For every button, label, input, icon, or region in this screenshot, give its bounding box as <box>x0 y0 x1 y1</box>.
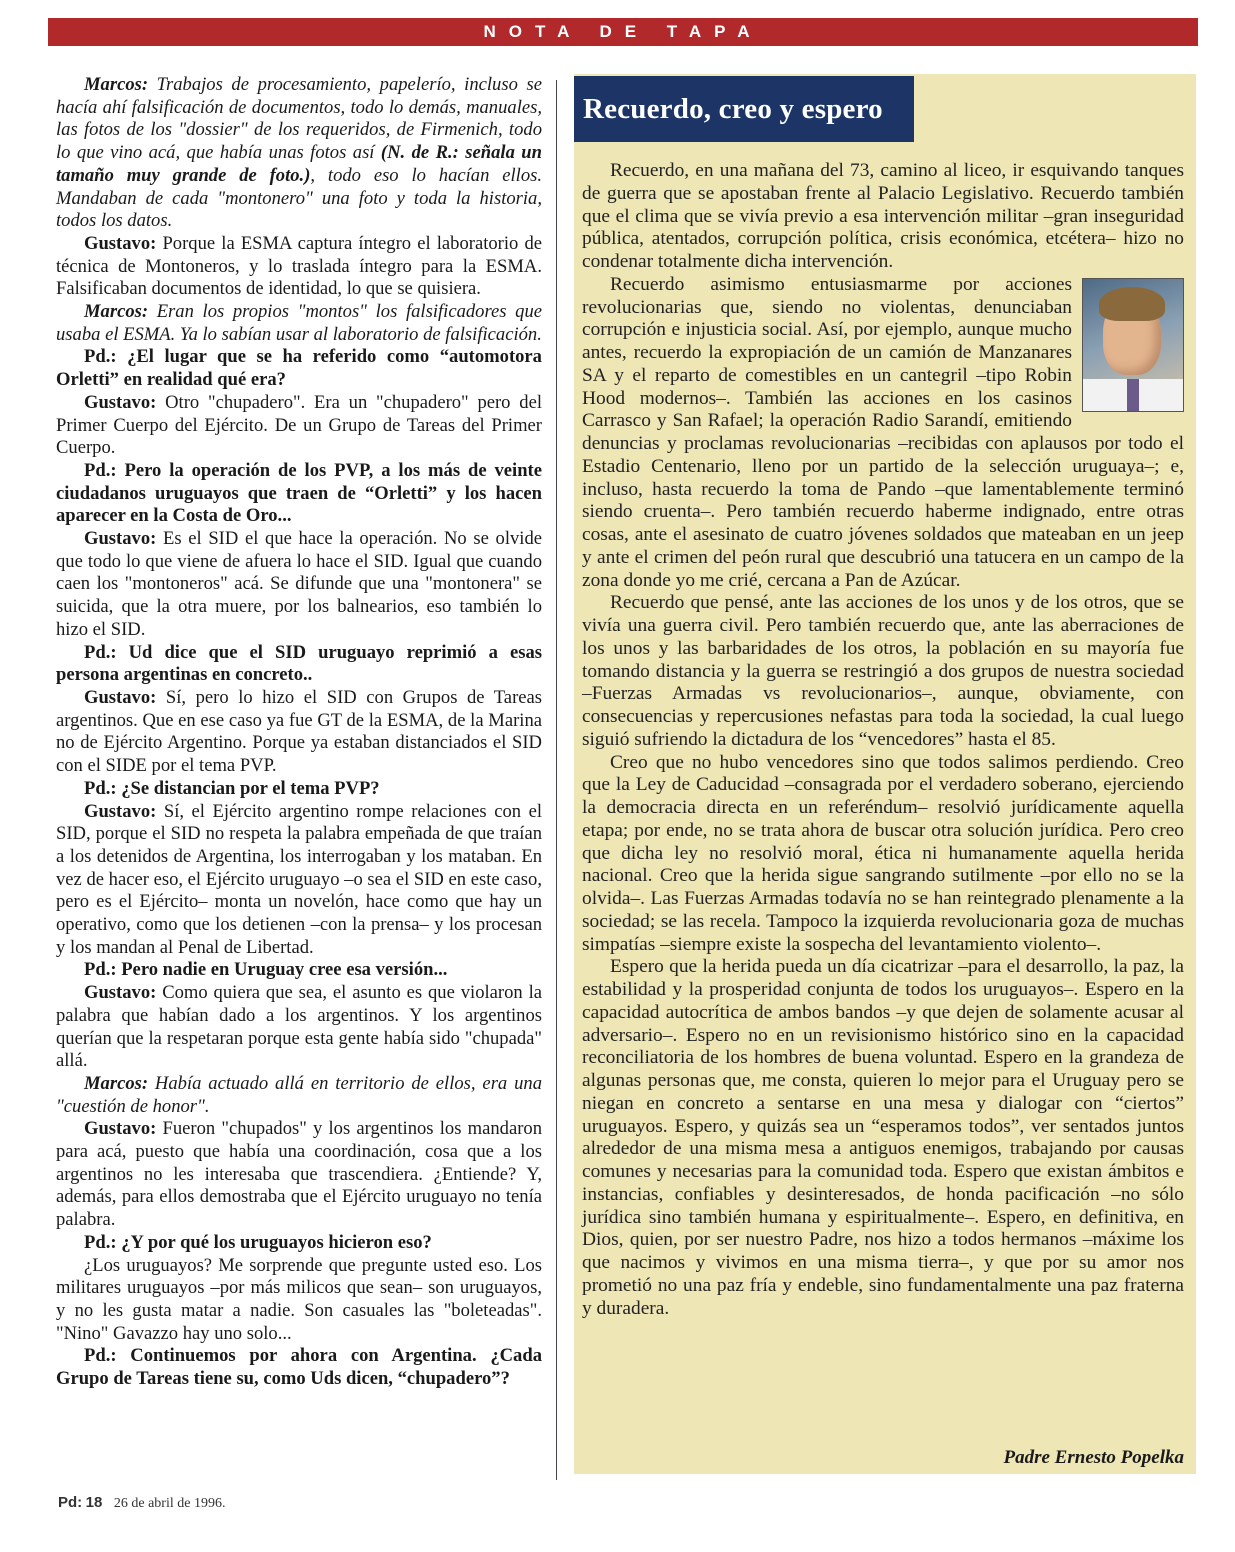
sidebar-title-text: Recuerdo, creo y espero <box>583 92 883 125</box>
speaker-label: Pd.: <box>84 1345 117 1367</box>
interview-paragraph <box>56 528 542 642</box>
paragraph-text: Ud dice que el SID uruguayo reprimió a esas persona argentinas en concreto.. <box>56 641 542 686</box>
sidebar-paragraph: Recuerdo asimismo entusiasmarme por acciones revolucionarias que, siendo no violentas, denunciaban corrupción e injusticia social. Así, por ejemplo, aunque mucho antes, recuerdo la expropiación de un camión de Manzanares SA y el reparto de comestibles en un cantegril –tipo Robin Hood modernos–. También las acciones en los casinos Carrasco y San Rafael; la operación Radio Sarandí, emitiendo denuncias y proclamas revolucionarias –recibidas con aplausos por todo el Estadio Centenario, lleno por un partido de la selección uruguaya–; e, incluso, hasta recuerdo la toma de Pando –que lamentablemente terminó siendo cruenta–. Pero también recuerdo haberme indignado, entre otras cosas, ante el asesinato de cuatro jóvenes soldados que mateaban en un jeep y ante el crimen del peón rural que descubrió una tatucera en un campo de la zona donde yo me crié, cercana a Pan de Azúcar. <box>582 273 1184 591</box>
photo-hair <box>1099 287 1165 321</box>
interview-question <box>56 346 542 391</box>
section-title: NOTA DE TAPA <box>483 22 763 41</box>
paragraph-text: Eran los propios "montos" los falsificadores que usaba el ESMA. Ya lo sabían usar al laboratorio de falsificación. <box>56 301 542 345</box>
interview-column <box>56 74 542 1391</box>
paragraph-text: Como quiera que sea, el asunto es que violaron la palabra que habían dado a los argentinos. Y los argentinos querían que la respetaran porque esta gente había sido "chupada" allá. <box>56 982 542 1072</box>
paragraph-text: Había actuado allá en territorio de ellos, era una "cuestión de honor". <box>56 1072 542 1117</box>
column-divider <box>556 80 557 1480</box>
paragraph-text: Trabajos de procesamiento, papelerío, incluso se hacía ahí falsificación de documentos, todo lo demás, manuales, las fotos de los "dossier" de los requeridos, de Firmenich, todo lo que vino acá, que había unas fotos así <box>56 74 542 164</box>
interview-question <box>56 1232 542 1255</box>
speaker-label: Marcos: <box>84 301 149 323</box>
author-signature: Padre Ernesto Popelka <box>1003 1447 1184 1468</box>
magazine-logo: Pd: <box>58 1494 83 1511</box>
issue-date: 26 de abril de 1996. <box>113 1496 226 1511</box>
interview-paragraph <box>56 301 542 346</box>
interview-paragraph <box>56 1073 542 1118</box>
speaker-label: Gustavo: <box>84 982 157 1004</box>
paragraph-text: ¿El lugar que se ha referido como “automotora Orletti” en realidad qué era? <box>56 346 542 391</box>
sidebar-body <box>582 160 1184 1320</box>
sidebar-paragraph: Recuerdo, en una mañana del 73, camino al liceo, ir esquivando tanques de guerra que se apostaban frente al Palacio Legislativo. Recuerdo también que el clima que se vivía previo a esa intervención militar –gran inseguridad pública, atentados, corrupción política, crisis económica, etcétera– hizo no condenar totalmente dicha intervención. <box>582 160 1184 272</box>
speaker-label: Pd.: <box>84 459 117 481</box>
interview-question <box>56 642 542 687</box>
editor-note: (N. de R.: señala un tamaño muy grande de foto.) <box>56 142 542 186</box>
speaker-label: Gustavo: <box>84 1118 157 1140</box>
interview-paragraph <box>56 233 542 301</box>
interview-paragraph <box>56 982 542 1073</box>
interview-paragraph <box>56 687 542 778</box>
interview-question <box>56 778 542 801</box>
paragraph-text: ¿Se distancian por el tema PVP? <box>121 777 380 799</box>
paragraph-text: Pero la operación de los PVP, a los más de veinte ciudadanos uruguayos que traen de “Orletti” y los hacen aparecer en la Costa de Oro... <box>56 459 542 527</box>
speaker-label: Gustavo: <box>84 686 157 708</box>
author-photo <box>1082 278 1184 412</box>
speaker-label: Pd.: <box>84 959 117 981</box>
interview-paragraph <box>56 1118 542 1232</box>
paragraph-text: Continuemos por ahora con Argentina. ¿Cada Grupo de Tareas tiene su, como Uds dicen, “chupadero”? <box>56 1345 542 1390</box>
speaker-label: Marcos: <box>84 74 149 95</box>
paragraph-text: Porque la ESMA captura íntegro el laboratorio de técnica de Montoneros, y lo traslada íntegro para la ESMA. Falsificaban documentos de identidad, lo que se quisiera. <box>56 232 543 300</box>
sidebar-paragraph: Recuerdo que pensé, ante las acciones de los unos y de los otros, que se vivía una guerra civil. Pero también recuerdo que, ante las aberraciones de los unos y las barbaridades de los otros, la población en su mayoría fue tomando distancia y la guerra se restringió a dos grupos de nuestra sociedad –Fuerzas Armadas vs revolucionarios–, aunque, obviamente, con consecuencias y repercusiones nefastas para toda la sociedad, la cual luego siguió sufriendo la dictadura de los “vencedores” hasta el 85. <box>582 592 1184 750</box>
paragraph-text: ¿Y por qué los uruguayos hicieron eso? <box>121 1231 432 1253</box>
speaker-label: Gustavo: <box>84 391 157 413</box>
interview-paragraph <box>56 392 542 460</box>
speaker-label: Pd.: <box>84 641 117 663</box>
paragraph-text: Es el SID el que hace la operación. No se olvide que todo lo que viene de afuera lo hace el SID. Igual que cuando caen los "montoneros" acá. Se difunde que una "montonera" se suicida, que la otra muere, por los balnearios, eso también lo hizo el SID. <box>56 528 542 640</box>
interview-paragraph <box>56 1255 542 1346</box>
speaker-label: Gustavo: <box>84 232 157 254</box>
sidebar-title <box>574 76 914 142</box>
interview-question <box>56 959 542 982</box>
speaker-label: Pd.: <box>84 346 117 368</box>
paragraph-text: Otro "chupadero". Era un "chupadero" pero del Primer Cuerpo del Ejército. De un Grupo de Tareas del Primer Cuerpo. <box>56 391 542 459</box>
section-banner <box>48 18 1198 46</box>
photo-tie <box>1127 379 1139 412</box>
page-footer <box>58 1494 225 1512</box>
speaker-label: Gustavo: <box>84 528 157 550</box>
interview-paragraph <box>56 74 542 233</box>
paragraph-text: Sí, pero lo hizo el SID con Grupos de Tareas argentinos. Que en ese caso ya fue GT de la ESMA, de la Marina no de Ejército Argentino. Porque ya estaban distanciados el SID con el SIDE por el tema PVP. <box>56 686 542 777</box>
interview-question <box>56 1345 542 1390</box>
paragraph-text: , todo eso lo hacían ellos. Mandaban de cada "montonero" una foto y toda la historia, todos los datos. <box>56 164 542 232</box>
sidebar-box <box>574 74 1196 1474</box>
sidebar-paragraph: Creo que no hubo vencedores sino que todos salimos perdiendo. Creo que la Ley de Caducidad –consagrada por el verdadero soberano, ejerciendo la democracia directa en un referéndum– resolvió jurídicamente aquella etapa; por ende, no se trata ahora de buscar otra solución jurídica. Pero creo que dicha ley no resolvió moral, ética ni humanamente aquella herida nacional. Creo que la herida sigue sangrando sutilmente –por ello no se la olvida–. Las Fuerzas Armadas todavía no se han reintegrado plenamente a la sociedad; se las recela. Tampoco la izquierda revolucionaria goza de muchas simpatías –siempre existe la sospecha del levantamiento violento–. <box>582 751 1184 955</box>
speaker-label: Pd.: <box>84 1231 117 1253</box>
paragraph-text: Fueron "chupados" y los argentinos los mandaron para acá, puesto que había una coordinación, cosa que a los argentinos no les interesaba que trascendiera. ¿Entiende? Y, además, para ellos demostraba que el Ejército uruguayo no tenía palabra. <box>56 1118 542 1231</box>
speaker-label: Marcos: <box>84 1072 149 1094</box>
page-number: 18 <box>85 1494 103 1511</box>
sidebar-paragraph: Espero que la herida pueda un día cicatrizar –para el desarrollo, la paz, la estabilidad y la prosperidad conjunta de todos los uruguayos–. Espero en la capacidad autocrítica de ambos bandos –y que dejen de solamente acusar al adversario–. Espero no en un revisionismo histórico sino en la capacidad reconciliatoria de los hombres de buena voluntad. Espero en la grandeza de algunas personas que, me consta, quieren lo mejor para el Uruguay pero se niegan en concreto a sentarse en una mesa y dialogar con “ciertos” uruguayos. Espero, y quizás sea un “esperamos todos”, ver sentados juntos alrededor de una misma mesa a antiguos enemigos, trabajando por causas comunes y necesarias para la comunidad toda. Espero que existan ámbitos e instancias, confiables y desinteresados, de honda pacificación –no sólo jurídica sino también humana y espiritualmente–. Espero, en definitiva, en Dios, quien, por ser nuestro Padre, nos hizo a todos hermanos –máxime los que nacimos y vivimos en una misma tierra–, y que por su amor nos prometió no una paz fría y endeble, sino fundamentalmente una paz fraterna y duradera. <box>582 956 1184 1319</box>
speaker-label: Gustavo: <box>84 800 157 822</box>
interview-paragraph <box>56 801 542 960</box>
interview-question <box>56 460 542 528</box>
paragraph-text: Pero nadie en Uruguay cree esa versión... <box>121 959 448 981</box>
paragraph-text: ¿Los uruguayos? Me sorprende que pregunte usted eso. Los militares uruguayos –por más milicos que sean– son uruguayos, y no les gusta matar a nadie. Son casuales las "boleteadas". "Nino" Gavazzo hay uno solo... <box>56 1254 542 1344</box>
speaker-label: Pd.: <box>84 777 117 799</box>
paragraph-text: Sí, el Ejército argentino rompe relaciones con el SID, porque el SID no respeta la palabra empeñada de que traían a los detenidos de Argentina, los interrogaban y los mataban. En vez de hacer eso, el Ejército uruguayo –o sea el SID en este caso, pero es el Ejército– monta un novelón, hace como que hay un operativo, como que los detienen –con la prensa– y los procesan y los mandan al Penal de Libertad. <box>56 800 542 958</box>
